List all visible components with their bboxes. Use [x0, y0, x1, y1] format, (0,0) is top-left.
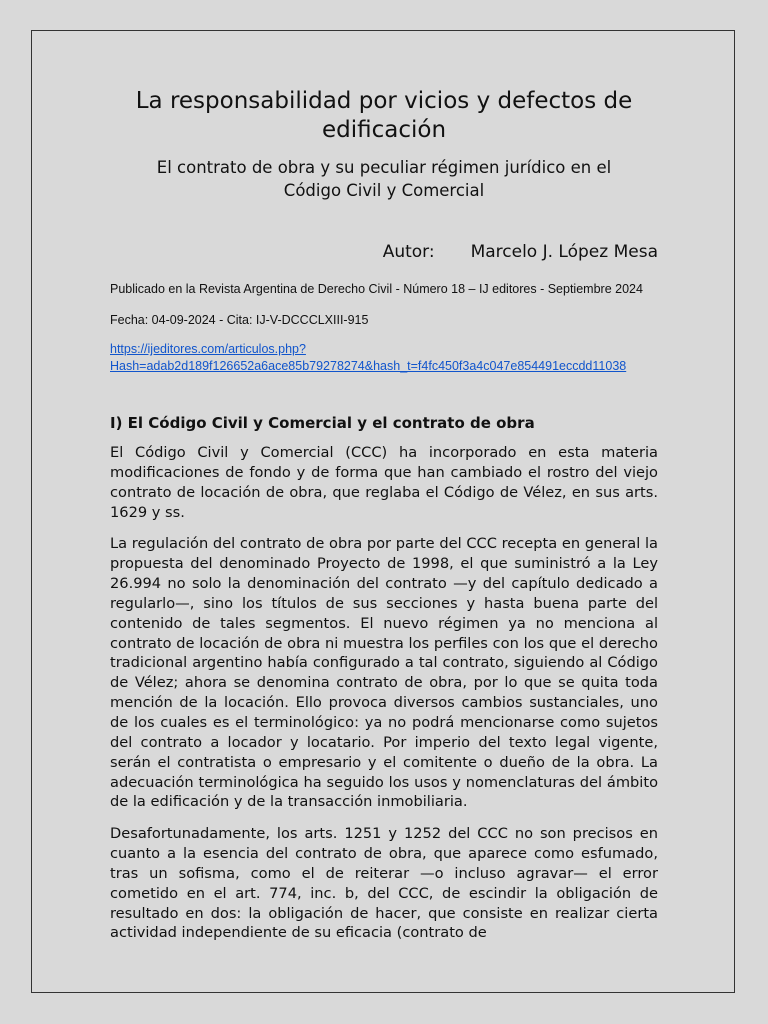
paragraph-1: El Código Civil y Comercial (CCC) ha incorporado en esta materia modificaciones de fondo y de forma que han cambiado el rostro del viejo contrato de locación de obra, que reglaba el Código de Vélez, en sus arts. 1629 y ss.	[110, 444, 658, 521]
paragraph-3: Desafortunadamente, los arts. 1251 y 1252 del CCC no son precisos en cuanto a la esencia del contrato de obra, que aparece como esfumado, tras un sofisma, como el de reiterar —o incluso agravar— el error cometido en el art. 774, inc. b, del CCC, de escindir la obligación de resultado en dos: la obligación de hacer, que consiste en realizar cierta actividad independiente de su eficacia (contrato de	[110, 825, 658, 942]
article-link-line-2[interactable]: Hash=adab2d189f126652a6ace85b79278274&hash_t=f4fc450f3a4c047e854491eccdd11038	[110, 359, 627, 373]
document-subtitle: El contrato de obra y su peculiar régimen jurídico en el Código Civil y Comercial	[156, 158, 612, 200]
author-label: Autor:	[382, 242, 435, 262]
article-link[interactable]	[110, 341, 658, 375]
document-content	[110, 87, 658, 943]
section-heading: I) El Código Civil y Comercial y el contrato de obra	[110, 414, 535, 432]
document-page	[31, 30, 735, 993]
author-line	[110, 241, 658, 263]
paragraph-2: La regulación del contrato de obra por parte del CCC recepta en general la propuesta del denominado Proyecto de 1998, el que suministró a la Ley 26.994 no solo la denominación del contrato —y del capítulo dedicado a regularlo—, sino los títulos de sus secciones y hasta buena parte del contenido de tales segmentos. El nuevo régimen ya no menciona al contrato de locación de obra ni muestra los perfiles con los que el derecho tradicional argentino había configurado a tal contrato, siguiendo al Código de Vélez; ahora se denomina contrato de obra, por lo que se quita toda mención de la locación. Ello provoca diversos cambios sustanciales, uno de los cuales es el terminológico: ya no podrá mencionarse como sujetos del contrato a locador y locatario. Por imperio del texto legal vigente, serán el contratista o empresario y el comitente o dueño de la obra. La adecuación terminológica ha seguido los usos y nomenclaturas del ámbito de la edificación y de la transacción inmobiliaria.	[110, 535, 658, 811]
article-link-line-1[interactable]: https://ijeditores.com/articulos.php?	[110, 342, 306, 356]
date-citation: Fecha: 04-09-2024 - Cita: IJ-V-DCCCLXIII-915	[110, 313, 369, 327]
author-name: Marcelo J. López Mesa	[470, 242, 658, 262]
publication-info: Publicado en la Revista Argentina de Derecho Civil - Número 18 – IJ editores - Septiembre 2024	[110, 282, 643, 296]
document-title: La responsabilidad por vicios y defectos de edificación	[135, 88, 633, 143]
